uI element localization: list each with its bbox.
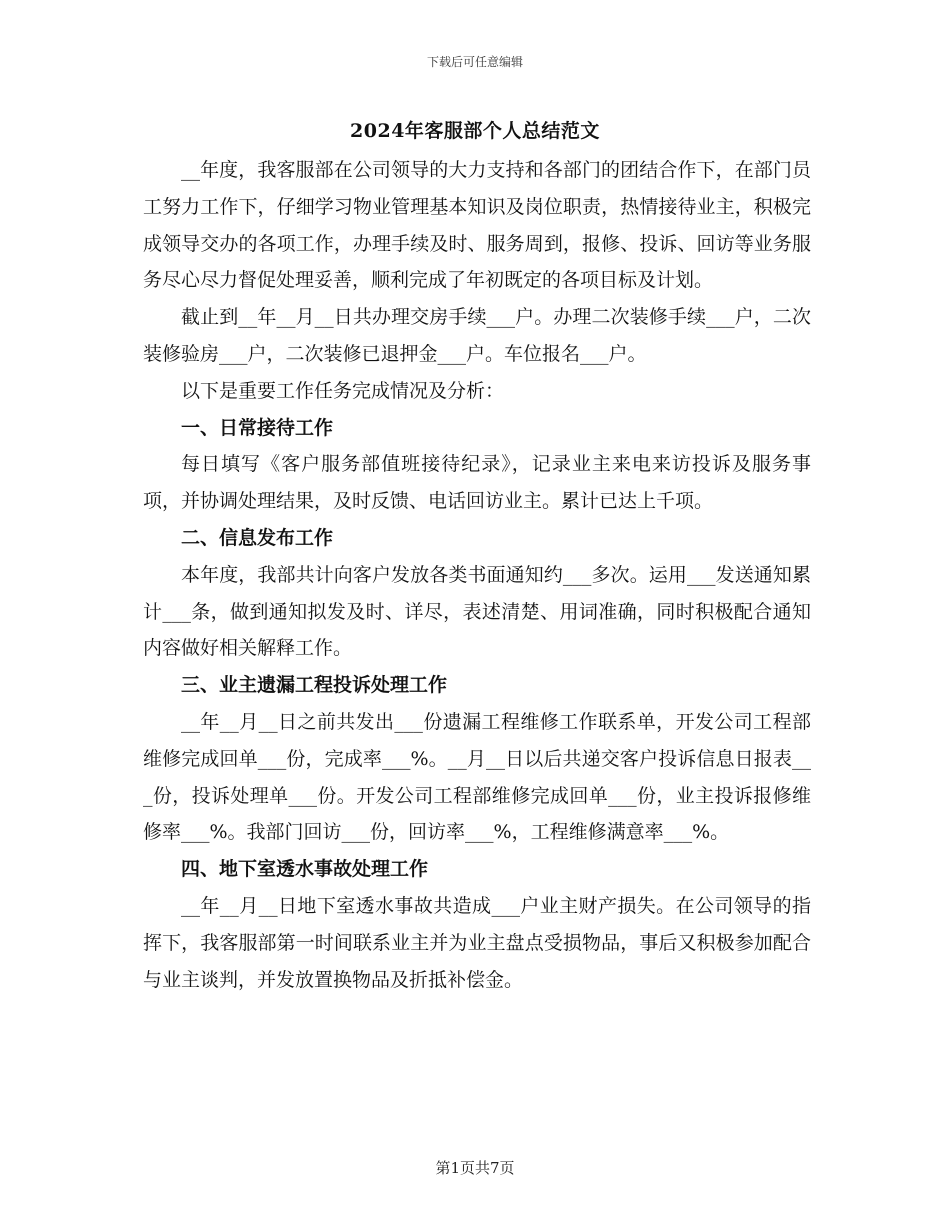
section-text-basement-flooding: __年__月__日地下室透水事故共造成___户业主财产损失。在公司领导的指挥下，我客服部第一时间联系业主并为业主盘点受损物品，事后又积极参加配合与业主谈判，并发放置换物品及折抵补偿金。 [143,894,811,991]
section-heading-basement-flooding: 四、地下室透水事故处理工作 [181,858,429,881]
section-text-information: 本年度，我部共计向客户发放各类书面通知约___多次。运用___发送通知累计___条，做到通知拟发及时、详尽，表述清楚、用词准确，同时积极配合通知内容做好相关解释工作。 [143,563,811,660]
section-heading-information: 二、信息发布工作 [181,526,334,549]
page-number-footer: 第1页共7页 [435,1159,515,1177]
section-heading-reception: 一、日常接待工作 [181,416,334,439]
document-body [143,152,811,998]
document-title: 2024年客服部个人总结范文 [350,120,600,142]
analysis-intro-paragraph: 以下是重要工作任务完成情况及分析： [181,379,505,402]
intro-paragraph: __年度，我客服部在公司领导的大力支持和各部门的团结合作下，在部门员工努力工作下，仔细学习物业管理基本知识及岗位职责，热情接待业主，积极完成领导交办的各项工作，办理手续及时、服务周到，报修、投诉、回访等业务服务尽心尽力督促处理妥善，顺利完成了年初既定的各项目标及计划。 [143,159,811,292]
page-header: 下载后可任意编辑 [426,55,523,69]
statistics-paragraph: 截止到__年__月__日共办理交房手续___户。办理二次装修手续___户，二次装修验房___户，二次装修已退押金___户。车位报名___户。 [143,306,811,365]
section-heading-complaints: 三、业主遗漏工程投诉处理工作 [181,674,448,697]
section-text-complaints: __年__月__日之前共发出___份遗漏工程维修工作联系单，开发公司工程部维修完成回单___份，完成率___%。__月__日以后共递交客户投诉信息日报表___份，投诉处理单___份。开发公司工程部维修完成回单___份，业主投诉报修维修率___%。我部门回访___份，回访率___%，工程维修满意率___%。 [143,710,811,844]
section-text-reception: 每日填写《客户服务部值班接待纪录》，记录业主来电来访投诉及服务事项，并协调处理结果，及时反馈、电话回访业主。累计已达上千项。 [143,453,811,513]
